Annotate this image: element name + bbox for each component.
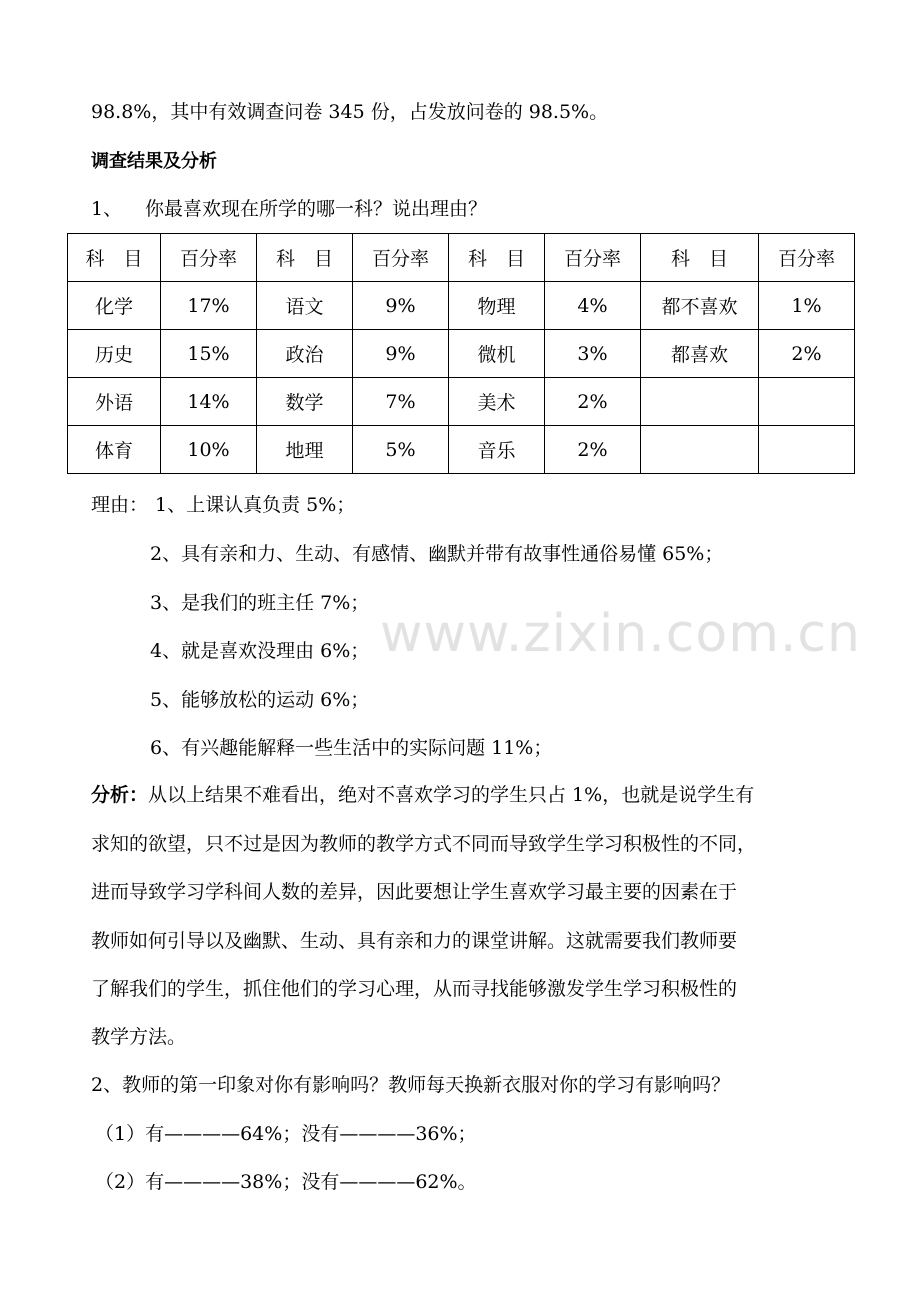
table-cell: 2% [759,330,855,378]
table-cell: 15% [161,330,257,378]
table-header-cell: 百分率 [545,234,641,282]
table-header-cell: 科 目 [641,234,759,282]
analysis-line-5: 了解我们的学生，抓住他们的学习心理，从而寻找能够激发学生学习积极性的 [91,978,738,1000]
reasons-label: 理由： [91,494,149,516]
table-cell: 2% [545,378,641,426]
table-cell: 都不喜欢 [641,282,759,330]
analysis-text-1: 从以上结果不难看出，绝对不喜欢学习的学生只占 1%，也就是说学生有 [148,784,755,806]
table-cell: 化学 [68,282,161,330]
section-heading: 调查结果及分析 [91,151,217,172]
watermark: www.zixin.com.cn [380,604,861,664]
table-cell: 14% [161,378,257,426]
answer-1: （1）有————64%；没有————36%； [95,1123,477,1145]
table-cell: 美术 [449,378,545,426]
table-header-cell: 百分率 [759,234,855,282]
table-cell: 物理 [449,282,545,330]
intro-line: 98.8%，其中有效调查问卷 345 份，占发放问卷的 98.5%。 [91,101,609,123]
table-header-cell: 百分率 [353,234,449,282]
table-cell: 10% [161,426,257,474]
analysis-line-4: 教师如何引导以及幽默、生动、具有亲和力的课堂讲解。这就需要我们教师要 [91,930,738,952]
question-1-number: 1、 [91,198,123,220]
question-2: 2、教师的第一印象对你有影响吗？教师每天换新衣服对你的学习有影响吗？ [91,1074,731,1096]
table-cell: 地理 [257,426,353,474]
reason-item-3: 3、是我们的班主任 7%； [150,592,370,614]
table-row [68,426,855,474]
table-row [68,378,855,426]
table-cell [641,378,759,426]
analysis-line-1 [91,780,831,807]
table-cell: 9% [353,282,449,330]
question-1 [91,197,487,221]
table-header-cell: 科 目 [449,234,545,282]
table-cell: 外语 [68,378,161,426]
table-row [68,330,855,378]
table-cell: 5% [353,426,449,474]
table-cell: 政治 [257,330,353,378]
table-cell: 7% [353,378,449,426]
reason-item-1: 1、上课认真负责 5%； [155,494,356,516]
table-cell: 都喜欢 [641,330,759,378]
table-row [68,282,855,330]
reason-item-5: 5、能够放松的运动 6%； [150,689,370,711]
reason-item-6: 6、有兴趣能解释一些生活中的实际问题 11%； [150,737,553,759]
table-cell: 2% [545,426,641,474]
table-cell: 语文 [257,282,353,330]
table-cell [641,426,759,474]
table-header-cell: 百分率 [161,234,257,282]
table-cell: 音乐 [449,426,545,474]
table-cell: 4% [545,282,641,330]
analysis-label: 分析： [91,784,149,806]
table-cell [759,378,855,426]
table-cell: 历史 [68,330,161,378]
table-cell [759,426,855,474]
table-cell: 微机 [449,330,545,378]
table-cell: 体育 [68,426,161,474]
table-header-cell: 科 目 [68,234,161,282]
subject-preference-table [67,233,855,474]
table-header-row [68,234,855,282]
answer-2: （2）有————38%；没有————62%。 [95,1171,477,1193]
table-cell: 1% [759,282,855,330]
table-header-cell: 科 目 [257,234,353,282]
table-cell: 17% [161,282,257,330]
table-cell: 9% [353,330,449,378]
analysis-line-6: 教学方法。 [91,1026,187,1048]
reason-item-4: 4、就是喜欢没理由 6%； [150,640,370,662]
analysis-line-2: 求知的欲望，只不过是因为教师的教学方式不同而导致学生学习积极性的不同， [91,833,757,855]
table-cell: 3% [545,330,641,378]
reason-item-2: 2、具有亲和力、生动、有感情、幽默并带有故事性通俗易懂 65%； [150,543,724,565]
table-cell: 数学 [257,378,353,426]
question-1-text: 你最喜欢现在所学的哪一科？说出理由？ [145,198,488,220]
analysis-line-3: 进而导致学习学科间人数的差异，因此要想让学生喜欢学习最主要的因素在于 [91,881,738,903]
